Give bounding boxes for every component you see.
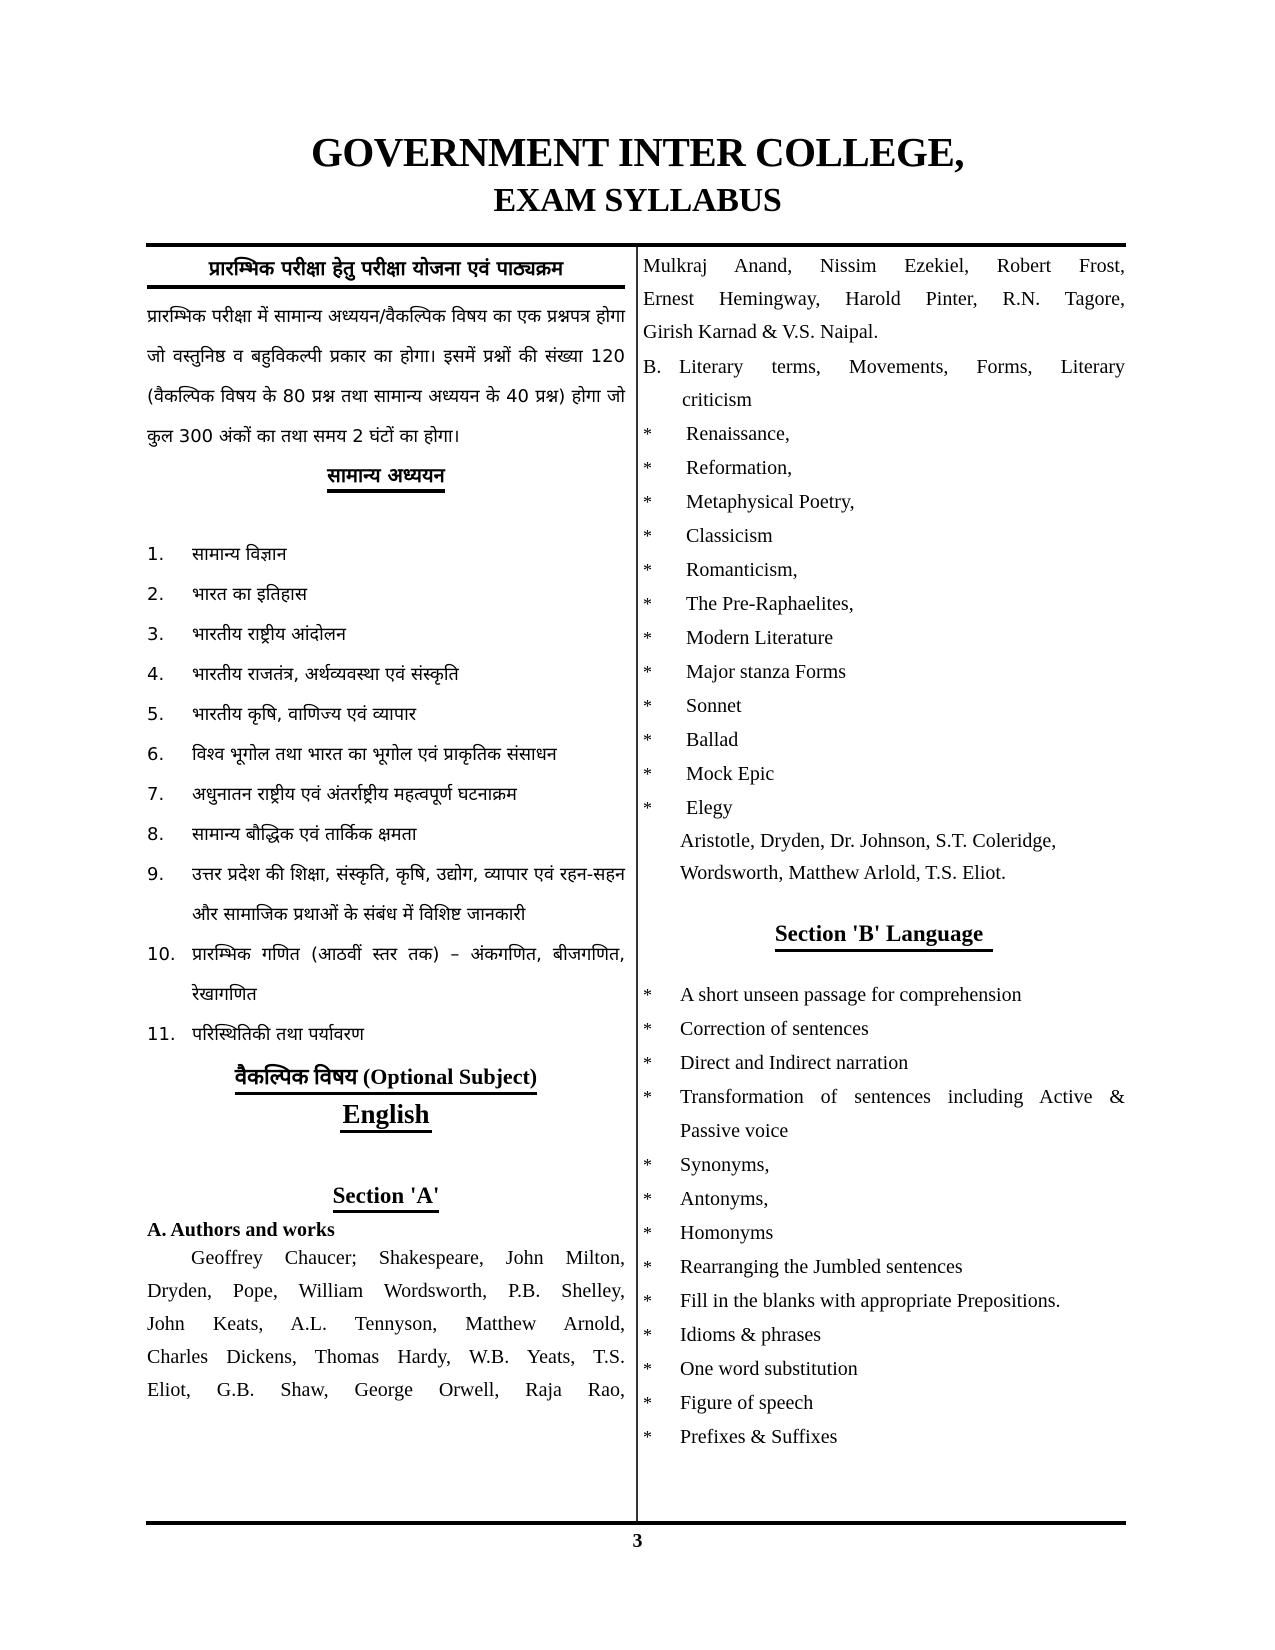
asterisk-bullet-icon: * [643, 1019, 652, 1039]
asterisk-bullet-icon: * [643, 730, 652, 750]
literary-term-item [643, 417, 1125, 451]
authors-line: Dryden, Pope, William Wordsworth, P.B. Shelley, [147, 1280, 625, 1302]
authors-line: Eliot, G.B. Shaw, George Orwell, Raja Rao, [147, 1379, 625, 1401]
literary-terms-label: B. [643, 356, 662, 378]
asterisk-bullet-icon: * [643, 492, 652, 512]
language-topic-item [643, 1386, 1125, 1420]
item-text: प्रारम्भिक गणित (आठवीं स्तर तक) – अंकगणित, बीजगणित, रेखागणित [192, 944, 625, 1005]
literary-term-text: Mock Epic [686, 763, 775, 785]
item-text: परिस्थितिकी तथा पर्यावरण [192, 1024, 365, 1045]
item-number: 2. [147, 584, 165, 605]
asterisk-bullet-icon: * [643, 1325, 652, 1345]
item-number: 5. [147, 704, 165, 725]
literary-term-text: The Pre-Raphaelites, [686, 593, 854, 615]
language-topic-text: Transformation of sentences including Active & Passive voice [680, 1086, 1125, 1142]
item-text: अधुनातन राष्ट्रीय एवं अंतर्राष्ट्रीय महत्वपूर्ण घटनाक्रम [192, 784, 517, 805]
general-studies-heading-wrap [147, 461, 625, 493]
language-list [643, 978, 1125, 1454]
language-topic-text: Homonyms [680, 1222, 774, 1244]
item-text: भारत का इतिहास [192, 584, 308, 605]
literary-term-item [643, 587, 1125, 621]
literary-term-text: Sonnet [686, 695, 742, 717]
authors-line: Geoffrey Chaucer; Shakespeare, John Milton, [191, 1247, 625, 1269]
item-text: सामान्य विज्ञान [192, 544, 287, 565]
authors-continued-line: Ernest Hemingway, Harold Pinter, R.N. Tagore, [643, 288, 1125, 310]
general-studies-item [147, 1015, 625, 1055]
language-topic-item [643, 1216, 1125, 1250]
language-topic-text: Antonyms, [680, 1188, 769, 1210]
literary-term-item [643, 791, 1125, 825]
literary-term-text: Renaissance, [686, 423, 790, 445]
literary-term-item [643, 485, 1125, 519]
general-studies-item [147, 615, 625, 655]
asterisk-bullet-icon: * [643, 458, 652, 478]
asterisk-bullet-icon: * [643, 424, 652, 444]
language-topic-text: Prefixes & Suffixes [680, 1426, 838, 1448]
authors-heading: A. Authors and works [147, 1219, 335, 1241]
item-text: उत्तर प्रदेश की शिक्षा, संस्कृति, कृषि, उद्योग, व्यापार एवं रहन-सहन और सामाजिक प्रथाओं के संबंध में विशिष्ट जानकारी [192, 864, 625, 925]
prelim-heading: प्रारम्भिक परीक्षा हेतु परीक्षा योजना एवं पाठ्यक्रम [147, 250, 625, 289]
literary-term-text: Modern Literature [686, 627, 834, 649]
language-topic-text: Figure of speech [680, 1392, 814, 1414]
literary-term-text: Metaphysical Poetry, [686, 491, 855, 513]
asterisk-bullet-icon: * [643, 1155, 652, 1175]
item-number: 3. [147, 624, 165, 645]
english-heading-wrap [147, 1099, 625, 1133]
item-number: 11. [147, 1024, 176, 1045]
asterisk-bullet-icon: * [643, 798, 652, 818]
literary-term-item [643, 451, 1125, 485]
asterisk-bullet-icon: * [643, 1223, 652, 1243]
language-topic-item [643, 1182, 1125, 1216]
asterisk-bullet-icon: * [643, 1189, 652, 1209]
critics-paragraph [680, 825, 1125, 889]
item-text: भारतीय कृषि, वाणिज्य एवं व्यापार [192, 704, 417, 725]
language-topic-item [643, 1046, 1125, 1080]
asterisk-bullet-icon: * [643, 764, 652, 784]
item-number: 4. [147, 664, 165, 685]
authors-continued-line: Girish Karnad & V.S. Naipal. [643, 321, 879, 343]
general-studies-list [147, 535, 625, 1055]
asterisk-bullet-icon: * [643, 628, 652, 648]
literary-term-item [643, 757, 1125, 791]
general-studies-item [147, 695, 625, 735]
literary-term-text: Classicism [686, 525, 773, 547]
authors-line: Charles Dickens, Thomas Hardy, W.B. Yeats, T.S. [147, 1346, 625, 1368]
asterisk-bullet-icon: * [643, 696, 652, 716]
language-topic-text: Direct and Indirect narration [680, 1052, 909, 1074]
asterisk-bullet-icon: * [643, 1053, 652, 1073]
language-topic-text: A short unseen passage for comprehension [680, 984, 1022, 1006]
language-topic-text: One word substitution [680, 1358, 858, 1380]
literary-term-item [643, 723, 1125, 757]
document-subtitle: EXAM SYLLABUS [493, 182, 782, 219]
item-text: विश्व भूगोल तथा भारत का भूगोल एवं प्राकृतिक संसाधन [192, 744, 557, 765]
literary-term-item [643, 655, 1125, 689]
language-topic-item [643, 1148, 1125, 1182]
item-text: भारतीय राष्ट्रीय आंदोलन [192, 624, 346, 645]
item-number: 1. [147, 544, 165, 565]
language-topic-item [643, 1012, 1125, 1046]
english-heading: English [340, 1099, 431, 1133]
literary-term-item [643, 519, 1125, 553]
literary-term-item [643, 689, 1125, 723]
optional-subject-heading-wrap [147, 1061, 625, 1095]
authors-line: John Keats, A.L. Tennyson, Matthew Arnold, [147, 1313, 625, 1335]
asterisk-bullet-icon: * [643, 560, 652, 580]
optional-subject-heading: वैकल्पिक विषय (Optional Subject) [235, 1061, 537, 1095]
bottom-rule [146, 1521, 1126, 1525]
section-a-heading: Section 'A' [333, 1183, 440, 1213]
general-studies-item [147, 535, 625, 575]
document-title: GOVERNMENT INTER COLLEGE, [310, 129, 965, 175]
language-topic-item [643, 1318, 1125, 1352]
authors-continued-line: Mulkraj Anand, Nissim Ezekiel, Robert Frost, [643, 255, 1125, 277]
literary-term-text: Reformation, [686, 457, 793, 479]
asterisk-bullet-icon: * [643, 1257, 652, 1277]
asterisk-bullet-icon: * [643, 985, 652, 1005]
item-number: 9. [147, 864, 165, 885]
general-studies-item [147, 575, 625, 615]
asterisk-bullet-icon: * [643, 1393, 652, 1413]
general-studies-heading: सामान्य अध्ययन [327, 461, 444, 493]
literary-term-item [643, 621, 1125, 655]
asterisk-bullet-icon: * [643, 1359, 652, 1379]
authors-continued-paragraph [643, 250, 1125, 349]
language-topic-item [643, 1352, 1125, 1386]
general-studies-item [147, 655, 625, 695]
general-studies-item [147, 855, 625, 935]
literary-term-item [643, 553, 1125, 587]
page-number: 3 [632, 1530, 643, 1552]
general-studies-item [147, 935, 625, 1015]
section-b-heading: Section 'B' Language [775, 921, 993, 952]
right-column [643, 250, 1125, 1454]
section-b-heading-wrap [643, 921, 1125, 952]
asterisk-bullet-icon: * [643, 526, 652, 546]
literary-term-text: Elegy [686, 797, 733, 819]
general-studies-item [147, 735, 625, 775]
item-number: 8. [147, 824, 165, 845]
authors-paragraph [147, 1242, 625, 1407]
general-studies-item [147, 775, 625, 815]
language-topic-item [643, 978, 1125, 1012]
critics-line-2: Wordsworth, Matthew Arlold, T.S. Eliot. [680, 862, 1006, 884]
item-text: भारतीय राजतंत्र, अर्थव्यवस्था एवं संस्कृति [192, 664, 459, 685]
section-a-heading-wrap [147, 1183, 625, 1213]
item-number: 6. [147, 744, 165, 765]
left-column [147, 250, 625, 1407]
general-studies-item [147, 815, 625, 855]
critics-line-1: Aristotle, Dryden, Dr. Johnson, S.T. Coleridge, [680, 830, 1057, 852]
language-topic-item [643, 1080, 1125, 1148]
literary-term-text: Ballad [686, 729, 739, 751]
item-number: 7. [147, 784, 165, 805]
literary-terms-heading [643, 351, 1125, 417]
column-divider [636, 247, 638, 1522]
language-topic-item [643, 1420, 1125, 1454]
literary-terms-heading-line2: criticism [682, 389, 752, 411]
literary-term-text: Major stanza Forms [686, 661, 846, 683]
asterisk-bullet-icon: * [643, 662, 652, 682]
literary-term-text: Romanticism, [686, 559, 798, 581]
asterisk-bullet-icon: * [643, 1427, 652, 1447]
language-topic-text: Rearranging the Jumbled sentences [680, 1256, 963, 1278]
language-topic-text: Synonyms, [680, 1154, 770, 1176]
language-topic-text: Idioms & phrases [680, 1324, 822, 1346]
asterisk-bullet-icon: * [643, 594, 652, 614]
item-text: सामान्य बौद्धिक एवं तार्किक क्षमता [192, 824, 417, 845]
literary-terms-heading-line1: Literary terms, Movements, Forms, Literary [679, 356, 1125, 378]
asterisk-bullet-icon: * [643, 1291, 652, 1311]
item-number: 10. [147, 944, 176, 965]
language-topic-text: Fill in the blanks with appropriate Prepositions. [680, 1290, 1061, 1312]
prelim-paragraph: प्रारम्भिक परीक्षा में सामान्य अध्ययन/वैकल्पिक विषय का एक प्रश्नपत्र होगा जो वस्तुनिष्ठ व बहुविकल्पी प्रकार का होगा। इसमें प्रश्नों की संख्या 120 (वैकल्पिक विषय के 80 प्रश्न तथा सामान्य अध्ययन के 40 प्रश्न) होगा जो कुल 300 अंकों का तथा समय 2 घंटों का होगा। [147, 306, 625, 447]
language-topic-item [643, 1284, 1125, 1318]
asterisk-bullet-icon: * [643, 1087, 652, 1107]
language-topic-item [643, 1250, 1125, 1284]
literary-terms-list [643, 417, 1125, 825]
language-topic-text: Correction of sentences [680, 1018, 869, 1040]
